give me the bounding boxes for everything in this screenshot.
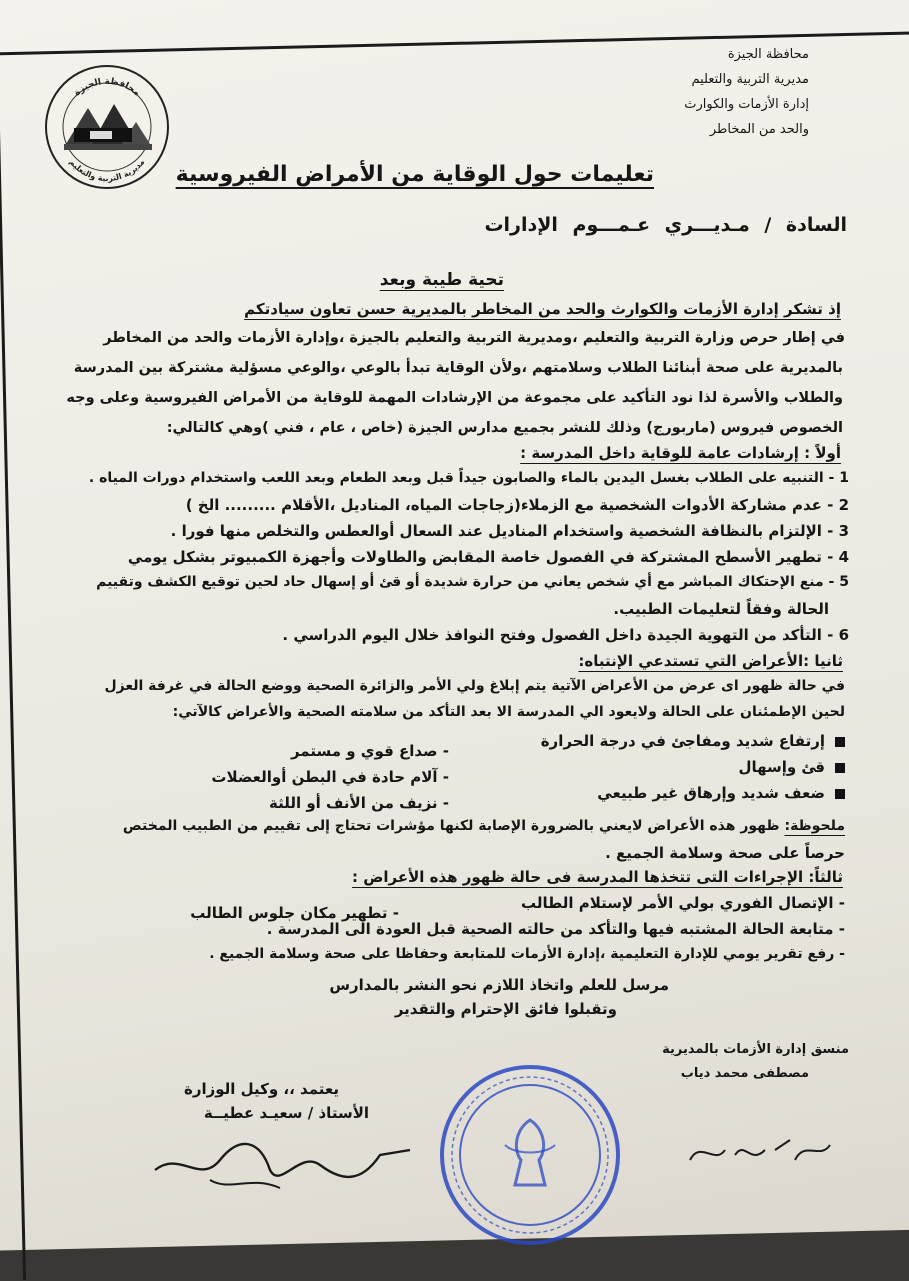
symptom-item-left: - صداع قوي و مستمر	[290, 742, 449, 760]
note-line-2: حرصاً على صحة وسلامة الجميع .	[605, 844, 845, 862]
note-label: ملحوظة:	[784, 818, 845, 834]
section-1-item: 5 - منع الإحتكاك المباشر مع أي شخص يعاني من حرارة شديدة أو قئ أو إسهال حاد لحين توقيع الكشف وتقييم	[96, 574, 849, 590]
section-1-item: 6 - التأكد من التهوية الجيدة داخل الفصول وفتح النوافذ خلال اليوم الدراسي .	[282, 626, 849, 644]
symptom-item	[738, 758, 845, 776]
symptom-text: قئ وإسهال	[738, 758, 825, 776]
section-3-item: - متابعة الحالة المشتبه فيها والتأكد من حالته الصحية قبل العودة الى المدرسة .	[266, 920, 845, 938]
intro-line-5: الخصوص فيروس (ماربورج) وذلك للنشر بجميع مدارس الجيزة (خاص ، عام ، فني )وهي كالتالي:	[166, 420, 843, 436]
bullet-square-icon	[835, 763, 845, 773]
intro-line-3: بالمديرية على صحة أبنائنا الطلاب وسلامتهم ،ولأن الوقاية تبدأ بالوعي ،والوعي مسؤلية مشتركة بين المدرسة	[73, 360, 843, 376]
intro-line-2: في إطار حرص وزارة التربية والتعليم ،ومديرية التربية والتعليم بالجيزة ،وإدارة الأزمات والحد من المخاطر	[103, 330, 845, 346]
symptom-text: إرتفاع شديد ومفاجئ في درجة الحرارة	[540, 732, 825, 750]
note-text: ظهور هذه الأعراض لايعني بالضرورة الإصابة لكنها مؤشرات تحتاج إلى تقييم من الطبيب المختص	[122, 818, 780, 834]
letterhead	[684, 42, 809, 142]
logo-bottom-text: مديرية التربية والتعليم	[67, 157, 147, 184]
approval-line: يعتمد ،، وكيل الوزارة	[183, 1080, 339, 1098]
symptom-item-left: - نزيف من الأنف أو اللثة	[269, 794, 449, 812]
section-2-line-2: لحين الإطمئنان على الحالة ولايعود الي المدرسة الا بعد التأكد من سلامته الصحية والأعراض كالآتي:	[172, 704, 845, 720]
section-1-item: الحالة وفقاً لتعليمات الطبيب.	[613, 600, 829, 618]
official-stamp-icon	[435, 1060, 625, 1250]
section-1-item: 3 - الإلتزام بالنظافة الشخصية واستخدام المناديل عند السعال أوالعطس والتخلص منها فورا .	[170, 522, 849, 540]
symptom-item-left: - آلام حادة في البطن أوالعضلات	[211, 768, 449, 786]
symptom-text: ضعف شديد وإرهاق غير طبيعي	[597, 784, 825, 802]
salutation: السادة / مـديـــري عـمـــوم الإدارات	[484, 214, 847, 236]
section-3-item: - رفع تقرير يومي للإدارة التعليمية ،إدارة الأزمات للمتابعة وحفاظا على صحة وسلامة الجميع .	[209, 946, 845, 962]
symptom-item	[541, 732, 845, 750]
document-title: تعليمات حول الوقاية من الأمراض الفيروسية	[175, 162, 654, 187]
section-3-item: - الإتصال الفوري بولي الأمر لإستلام الطالب	[520, 894, 845, 912]
section-1-heading: أولاً : إرشادات عامة للوقاية داخل المدرسة :	[520, 444, 841, 462]
section-1-item: 4 - تطهير الأسطح المشتركة في الفصول خاصة المقابض والطاولات وأجهزة الكمبيوتر بشكل يومي	[127, 548, 849, 566]
section-2-line-1: في حالة ظهور اى عرض من الأعراض الآتية يتم إبلاغ ولي الأمر والزائرة الصحية ووضع الحالة في غرفة العزل	[104, 678, 845, 694]
intro-line-4: والطلاب والأسرة لذا نود التأكيد على مجموعة من الإرشادات المهمة للوقاية من الأمراض الفيروسية وعلى وجه	[66, 390, 843, 406]
bullet-square-icon	[835, 737, 845, 747]
letterhead-department-2: والحد من المخاطر	[709, 122, 809, 137]
coordinator-name: مصطفى محمد دياب	[680, 1066, 809, 1081]
section-3-item-b: - تطهير مكان جلوس الطالب	[190, 904, 399, 922]
letterhead-directorate: مديرية التربية والتعليم	[691, 72, 809, 87]
deputy-name: الأستاذ / سعيـد عطيــة	[203, 1104, 369, 1122]
section-2-heading: ثانيا :الأعراض التي تستدعي الإنتباه:	[578, 652, 843, 670]
note-line	[123, 818, 845, 834]
section-3-heading: ثالثاً: الإجراءات التى تتخذها المدرسة فى حالة ظهور هذه الأعراض :	[351, 868, 843, 886]
closing-line-2: وتقبلوا فائق الإحترام والتقدير	[394, 1000, 617, 1018]
symptom-item	[597, 784, 845, 802]
greeting: تحية طيبة وبعد	[379, 270, 504, 290]
section-1-item: 2 - عدم مشاركة الأدوات الشخصية مع الزملاء(زجاجات المياه، المناديل ،الأقلام ......... الخ )	[185, 496, 849, 514]
logo-top-text: محافظة الجيزة	[72, 76, 142, 99]
letterhead-governorate: محافظة الجيزة	[727, 47, 809, 62]
giza-governorate-logo	[44, 64, 170, 190]
intro-line-1: إذ تشكر إدارة الأزمات والكوارث والحد من المخاطر بالمديرية حسن تعاون سيادتكم	[244, 300, 841, 318]
letterhead-department: إدارة الأزمات والكوارث	[684, 97, 809, 112]
coordinator-title: منسق إدارة الأزمات بالمديرية	[662, 1042, 849, 1057]
handwritten-signature-icon	[150, 1130, 430, 1200]
handwritten-date-icon	[680, 1120, 840, 1180]
closing-line-1: مرسل للعلم واتخاذ اللازم نحو النشر بالمدارس	[329, 976, 669, 994]
section-1-item: 1 - التنبيه على الطلاب بغسل اليدين بالماء والصابون جيداً قبل وبعد الطعام وبعد اللعب واستخدام دورات المياه .	[88, 470, 849, 486]
bullet-square-icon	[835, 789, 845, 799]
